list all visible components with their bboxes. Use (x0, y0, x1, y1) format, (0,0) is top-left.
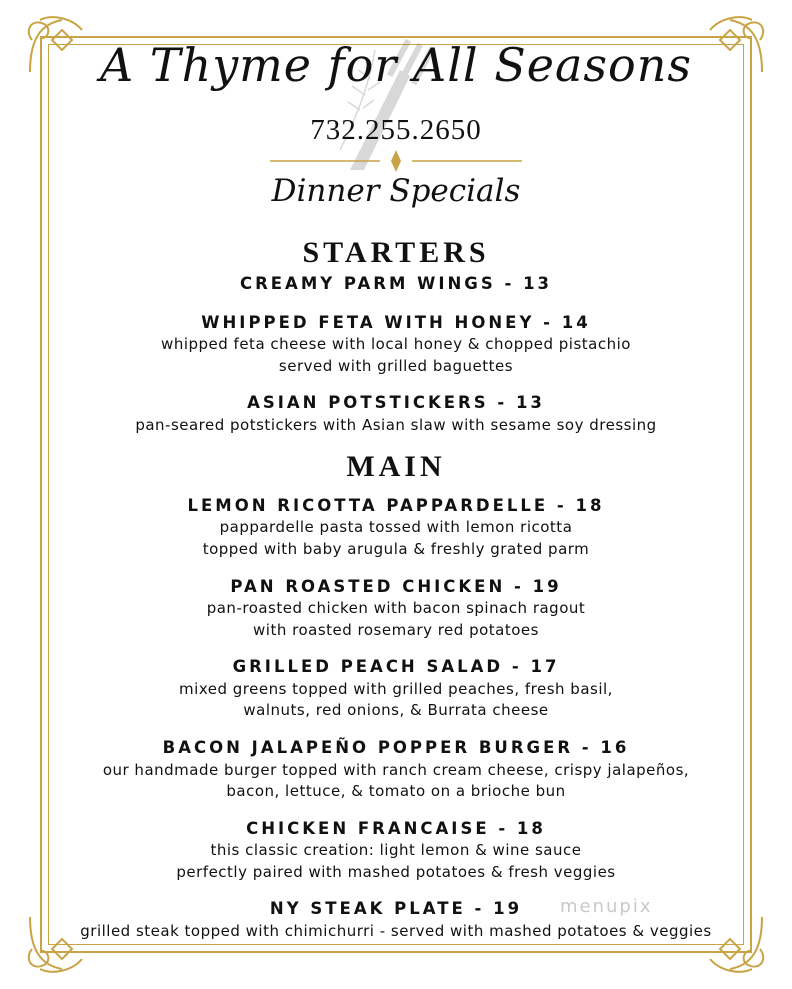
phone-number: 732.255.2650 (310, 114, 482, 146)
menu-item-name: WHIPPED FETA WITH HONEY - 14 (201, 313, 591, 332)
gold-divider (270, 150, 522, 172)
menu-item-name: LEMON RICOTTA PAPPARDELLE - 18 (187, 496, 605, 515)
menu-item-name: NY STEAK PLATE - 19 (269, 899, 523, 918)
watermark: menupix (560, 896, 653, 917)
menu-item-description: mixed greens topped with grilled peaches, fresh basil, (179, 680, 613, 698)
menu-item-description: perfectly paired with mashed potatoes & fresh veggies (176, 863, 616, 881)
menu-item-description: pan-roasted chicken with bacon spinach ragout (206, 599, 586, 617)
menu-item-name: ASIAN POTSTICKERS - 13 (247, 393, 545, 412)
menu-item-description: walnuts, red onions, & Burrata cheese (243, 701, 549, 719)
section-heading-starters: STARTERS (302, 236, 490, 269)
menu-item-name: GRILLED PEACH SALAD - 17 (232, 657, 560, 676)
menu-item-description: bacon, lettuce, & tomato on a brioche bun (226, 782, 566, 800)
restaurant-name: A Thyme for All Seasons (100, 38, 692, 92)
menu-item-description: grilled steak topped with chimichurri - served with mashed potatoes & veggies (80, 922, 712, 940)
menu-subtitle: Dinner Specials (271, 173, 521, 209)
menu-item-description: topped with baby arugula & freshly grated parm (202, 540, 590, 558)
menu-item-description: pappardelle pasta tossed with lemon ricotta (219, 518, 573, 536)
menu-item-name: PAN ROASTED CHICKEN - 19 (230, 577, 562, 596)
menu-item-description: served with grilled baguettes (278, 357, 514, 375)
menu-item-description: pan-seared potstickers with Asian slaw with sesame soy dressing (135, 416, 657, 434)
menu-item-description: with roasted rosemary red potatoes (253, 621, 539, 639)
section-heading-main: MAIN (346, 450, 446, 483)
menu-item-name: CREAMY PARM WINGS - 13 (239, 274, 553, 293)
menu-item-description: this classic creation: light lemon & wine sauce (210, 841, 582, 859)
menu-item-description: our handmade burger topped with ranch cream cheese, crispy jalapeños, (102, 761, 690, 779)
menu-item-name: CHICKEN FRANCAISE - 18 (246, 819, 546, 838)
menu-item-name: BACON JALAPEÑO POPPER BURGER - 16 (162, 738, 630, 757)
menu-item-description: whipped feta cheese with local honey & chopped pistachio (161, 335, 631, 353)
